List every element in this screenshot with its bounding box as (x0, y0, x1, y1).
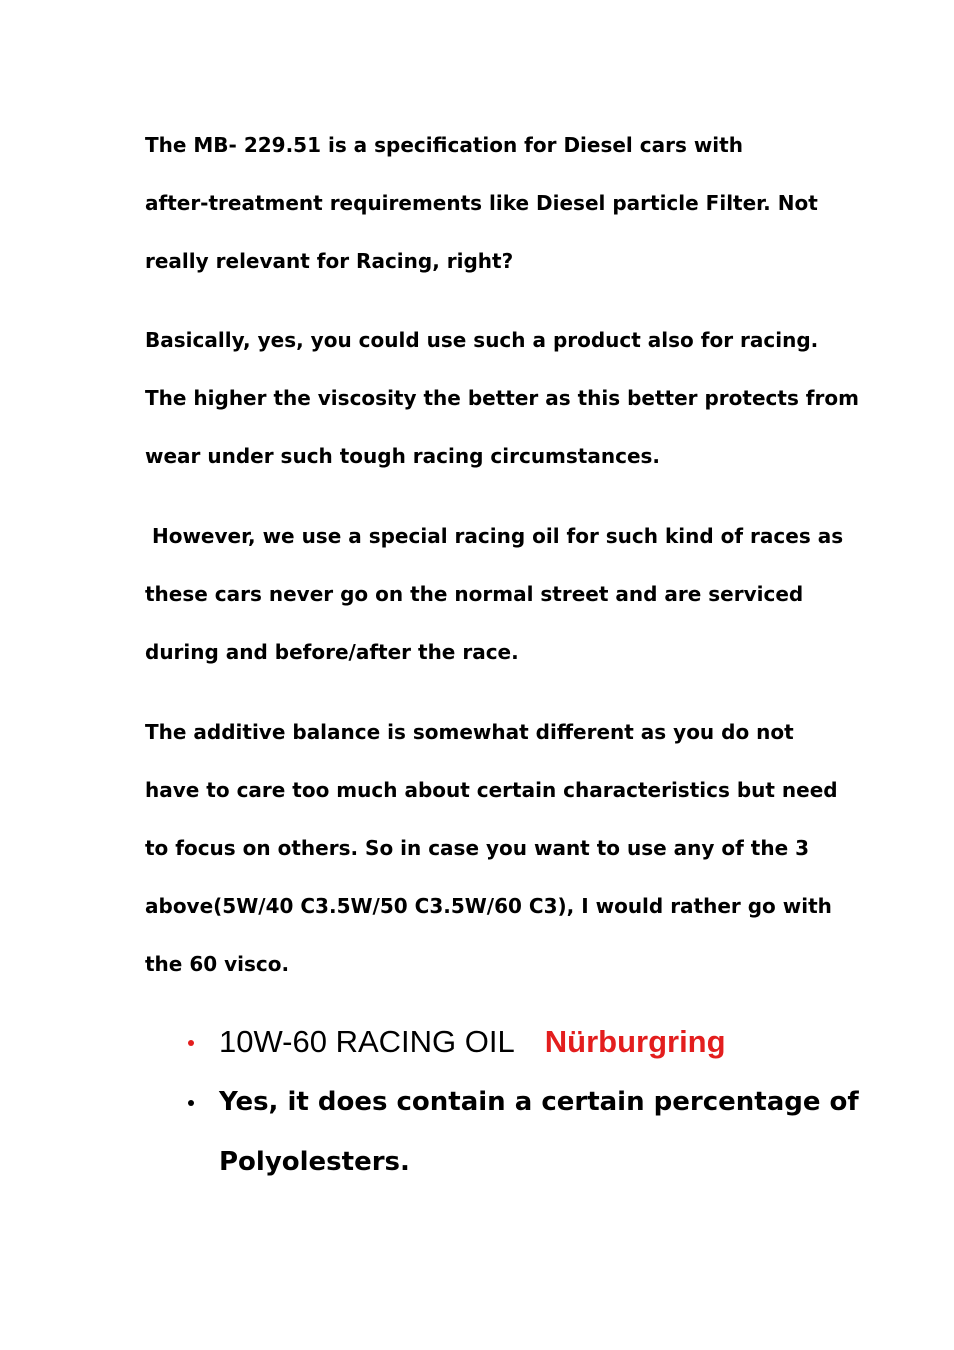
text-line: to focus on others. So in case you want to use any of the 3 (145, 836, 810, 860)
bullet-item-racing-oil (0, 1012, 954, 1072)
text-line: wear under such tough racing circumstances. (145, 444, 661, 468)
bullet-item-continuation (0, 1132, 954, 1192)
text-line: really relevant for Racing, right? (145, 249, 514, 273)
paragraph-viscosity (145, 311, 859, 485)
product-name: 10W-60 RACING OIL (219, 1024, 515, 1059)
text-line: Basically, yes, you could use such a product also for racing. (145, 328, 819, 352)
text-line: above(5W/40 C3.5W/50 C3.5W/60 C3), I would rather go with (145, 894, 832, 918)
paragraph-additive-balance (145, 703, 838, 993)
text-line: these cars never go on the normal street and are serviced (145, 582, 804, 606)
bullet-list (0, 1012, 954, 1192)
text-line: after-treatment requirements like Diesel particle Filter. Not (145, 191, 818, 215)
bullet-dot-icon (188, 1040, 194, 1046)
text-line: have to care too much about certain characteristics but need (145, 778, 838, 802)
text-line: However, we use a special racing oil for such kind of races as (145, 524, 844, 548)
highlight-nurburgring: Nürburgring (544, 1024, 726, 1059)
paragraph-mb-spec (145, 116, 825, 290)
bullet-text-line: Polyolesters. (219, 1147, 410, 1177)
text-line: The additive balance is somewhat different as you do not (145, 720, 794, 744)
text-line: The higher the viscosity the better as this better protects from (145, 386, 859, 410)
text-line: the 60 visco. (145, 952, 290, 976)
bullet-dot-icon (188, 1100, 194, 1106)
bullet-text-line: Yes, it does contain a certain percentage of (219, 1087, 859, 1117)
text-line: The MB- 229.51 is a specification for Diesel cars with (145, 133, 743, 157)
text-line: during and before/after the race. (145, 640, 519, 664)
paragraph-racing-oil (145, 507, 844, 681)
bullet-item-polyolesters (0, 1072, 954, 1132)
